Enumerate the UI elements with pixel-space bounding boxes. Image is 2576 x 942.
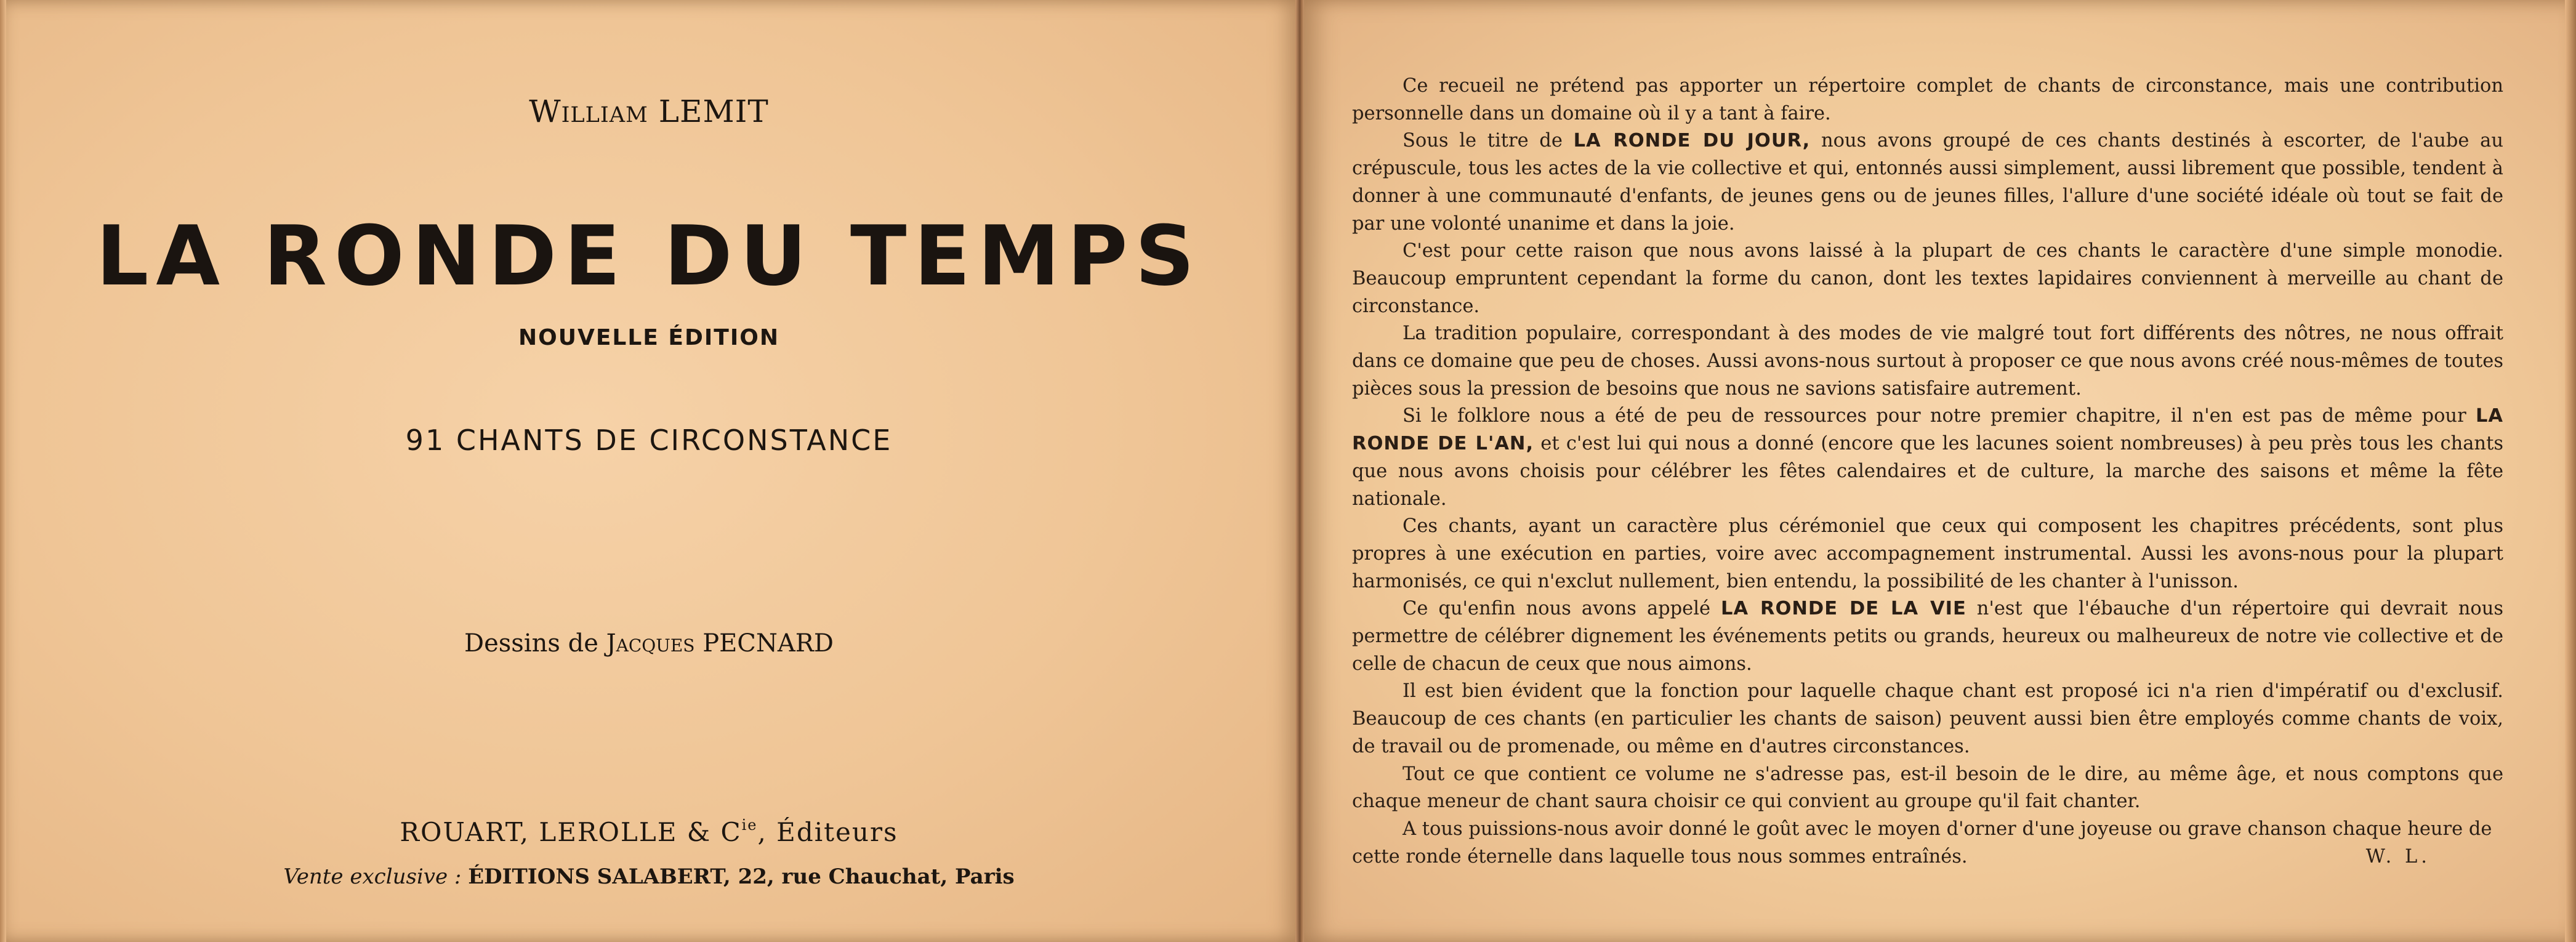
preface-text: [1352, 73, 2503, 871]
distribution-line: [0, 864, 1298, 889]
preface-paragraph: [1352, 816, 2503, 871]
book-subtitle: 91 CHANTS DE CIRCONSTANCE: [405, 424, 893, 457]
publisher-line: [0, 816, 1298, 847]
preface-paragraph: Ces chants, ayant un caractère plus cérémoniel que ceux qui composent les chapitres précédents, sont plus propres à une exécution en parties, voire avec accompagnement instrumental. Aussi les avons-nous pour la plupart harmonisés, ce qui n'exclut nullement, bien entendu, la possibilité de les chanter à l'unisson.: [1352, 515, 2503, 592]
illustrator-last-name: PECNARD: [702, 629, 834, 658]
book-title: LA RONDE DU TEMPS: [95, 208, 1202, 304]
preface-paragraph: [1352, 403, 2503, 513]
publisher-name: ROUART, LEROLLE & C: [400, 817, 742, 847]
preface-paragraph: [1352, 595, 2503, 678]
illustrator-first-name: Jacques: [606, 629, 695, 658]
publisher-suffix: , Éditeurs: [757, 817, 898, 847]
distribution-address: ÉDITIONS SALABERT, 22, rue Chauchat, Paris: [468, 864, 1015, 889]
author-name: [0, 94, 1298, 129]
author-last-name: LEMIT: [658, 94, 769, 129]
edition-label: NOUVELLE ÉDITION: [518, 325, 779, 350]
distribution-label: Vente exclusive :: [283, 864, 462, 889]
page-edge: [2565, 0, 2576, 942]
paragraph-text: A tous puissions-nous avoir donné le goût avec le moyen d'orner d'une joyeuse ou grave chanson chaque heure de cette ronde éternelle dans laquelle tous nous sommes entraînés.: [1352, 818, 2492, 868]
chapter-name: LA RONDE DU JOUR,: [1573, 130, 1811, 152]
paragraph-text: Ce qu'enfin nous avons appelé: [1403, 598, 1711, 620]
illustrator-credit: [0, 629, 1298, 658]
signature: W. L.: [2365, 845, 2431, 868]
paragraph-text: et c'est lui qui nous a donné (encore que les lacunes soient nombreuses) à peu près tous les chants que nous avons choisis pour célébrer les fêtes calendaires et de culture, la marche des saisons et même la fête nationale.: [1352, 433, 2503, 510]
paragraph-text: Sous le titre de: [1403, 130, 1563, 152]
paragraph-text: nous avons groupé de ces chants destinés à escorter, de l'aube au crépuscule, tous les actes de la vie collective et qui, entonnés aussi simplement, aussi librement que possible, tendent à donner à une communauté d'enfants, de jeunes gens ou de jeunes filles, l'allure d'une société idéale où tout se fait de par une volonté unanime et dans la joie.: [1352, 130, 2503, 235]
preface-paragraph: Tout ce que contient ce volume ne s'adresse pas, est-il besoin de le dire, au même âge, et nous comptons que chaque meneur de chant saura choisir ce qui convient au groupe qu'il fait chanter.: [1352, 763, 2503, 813]
preface-paragraph: [1352, 127, 2503, 238]
paragraph-text: n'est que l'ébauche d'un répertoire qui devrait nous permettre de célébrer dignement les événements petits ou grands, heureux ou malheureux de notre vie collective et de celle de chacun de ceux que nous aimons.: [1352, 598, 2504, 675]
preface-paragraph: Ce recueil ne prétend pas apporter un répertoire complet de chants de circonstance, mais une contribution personnelle dans un domaine où il y a tant à faire.: [1352, 75, 2503, 124]
publisher-sup: ie: [741, 816, 758, 834]
illustrator-prefix: Dessins de: [464, 629, 598, 658]
preface-paragraph: Il est bien évident que la fonction pour laquelle chaque chant est proposé ici n'a rien d'impératif ou d'exclusif. Beaucoup de ces chants (en particulier les chants de saison) peuvent aussi bien être employés comme chants de voix, de travail ou de promenade, ou même en d'autres circonstances.: [1352, 680, 2503, 757]
preface-paragraph: C'est pour cette raison que nous avons laissé à la plupart de ces chants le caractère d'une simple monodie. Beaucoup empruntent cependant la forme du canon, dont les textes lapidaires conviennent à merveille au chant de circonstance.: [1352, 240, 2503, 317]
page-edge: [0, 0, 6, 942]
chapter-name: LA RONDE DE LA VIE: [1721, 598, 1966, 620]
chapter-name: LA RONDE DE L'AN,: [1352, 405, 2504, 455]
paragraph-text: Si le folklore nous a été de peu de ressources pour notre premier chapitre, il n'en est pas de même pour: [1403, 405, 2466, 427]
author-first-name: William: [529, 94, 648, 129]
preface-paragraph: La tradition populaire, correspondant à des modes de vie malgré tout fort différents des nôtres, ne nous offrait dans ce domaine que peu de choses. Aussi avons-nous surtout à proposer ce que nous avons créé nous-mêmes de toutes pièces sous la pression de besoins que nous ne savions satisfaire autrement.: [1352, 323, 2503, 400]
